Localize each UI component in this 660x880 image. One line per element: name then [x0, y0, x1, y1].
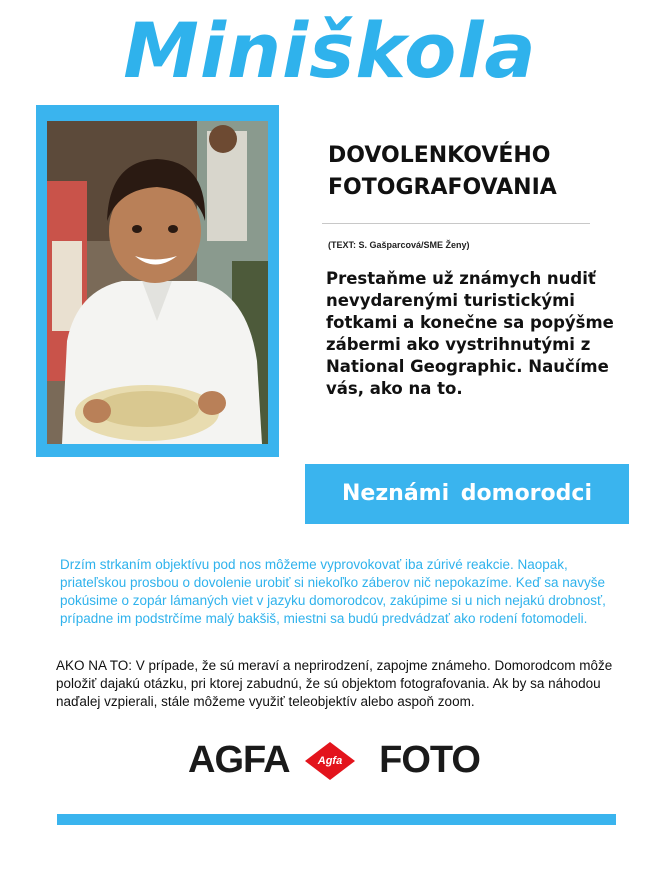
- badge-text: Agfa: [317, 755, 343, 767]
- logo-word-agfa: AGFA: [188, 739, 290, 781]
- body-paragraph-blue: Drzím strkaním objektívu pod nos môžeme vyprovokovať iba zúrivé reakcie. Naopak, priateľskou prosbou o dovolenie urobiť si niekoľko záberov nič nepokazíme. Keď sa navyše pokúsime o zopár lámaných viet v jazyku domorodcov, zakúpime si u nich nejakú drobnosť, prípadne im podstrčíme malý bakšiš, miestni sa budú predvádzať ako rodení fotomodeli.: [60, 557, 606, 626]
- agfa-badge-icon: [305, 742, 355, 780]
- body-paragraph-how-to: AKO NA TO: V prípade, že sú meraví a neprirodzení, zapojme známeho. Domorodcom môže položiť dajakú otázku, pri ktorej zabudnú, že sú objektom fotografovania. Ak by sa náhodou naďalej vzpierali, stále môžeme využiť teleobjektív alebo aspoň zoom.: [56, 658, 613, 709]
- logo-word-foto: FOTO: [379, 739, 480, 781]
- section-banner: [305, 464, 629, 524]
- bottom-accent-bar: [57, 814, 616, 825]
- headline-line-2: FOTOGRAFOVANIA: [328, 175, 557, 200]
- section-title: Neznámi domorodci: [342, 481, 592, 506]
- agfafoto-logo: [188, 738, 480, 782]
- masthead-title: Miniškola: [123, 6, 537, 95]
- headline-line-1: DOVOLENKOVÉHO: [328, 143, 551, 168]
- photo-frame: [36, 105, 279, 457]
- divider: [322, 223, 590, 224]
- lede-paragraph: Prestaňme už známych nudiť nevydarenými turistickými fotkami a konečne sa popýšme zábermi ako vystrihnutými z National Geographic. Naučíme vás, ako na to.: [326, 269, 614, 398]
- article-headline: [328, 140, 628, 204]
- boy-photo: [47, 121, 268, 444]
- byline: (TEXT: S. Gašparcová/SME Ženy): [328, 240, 470, 250]
